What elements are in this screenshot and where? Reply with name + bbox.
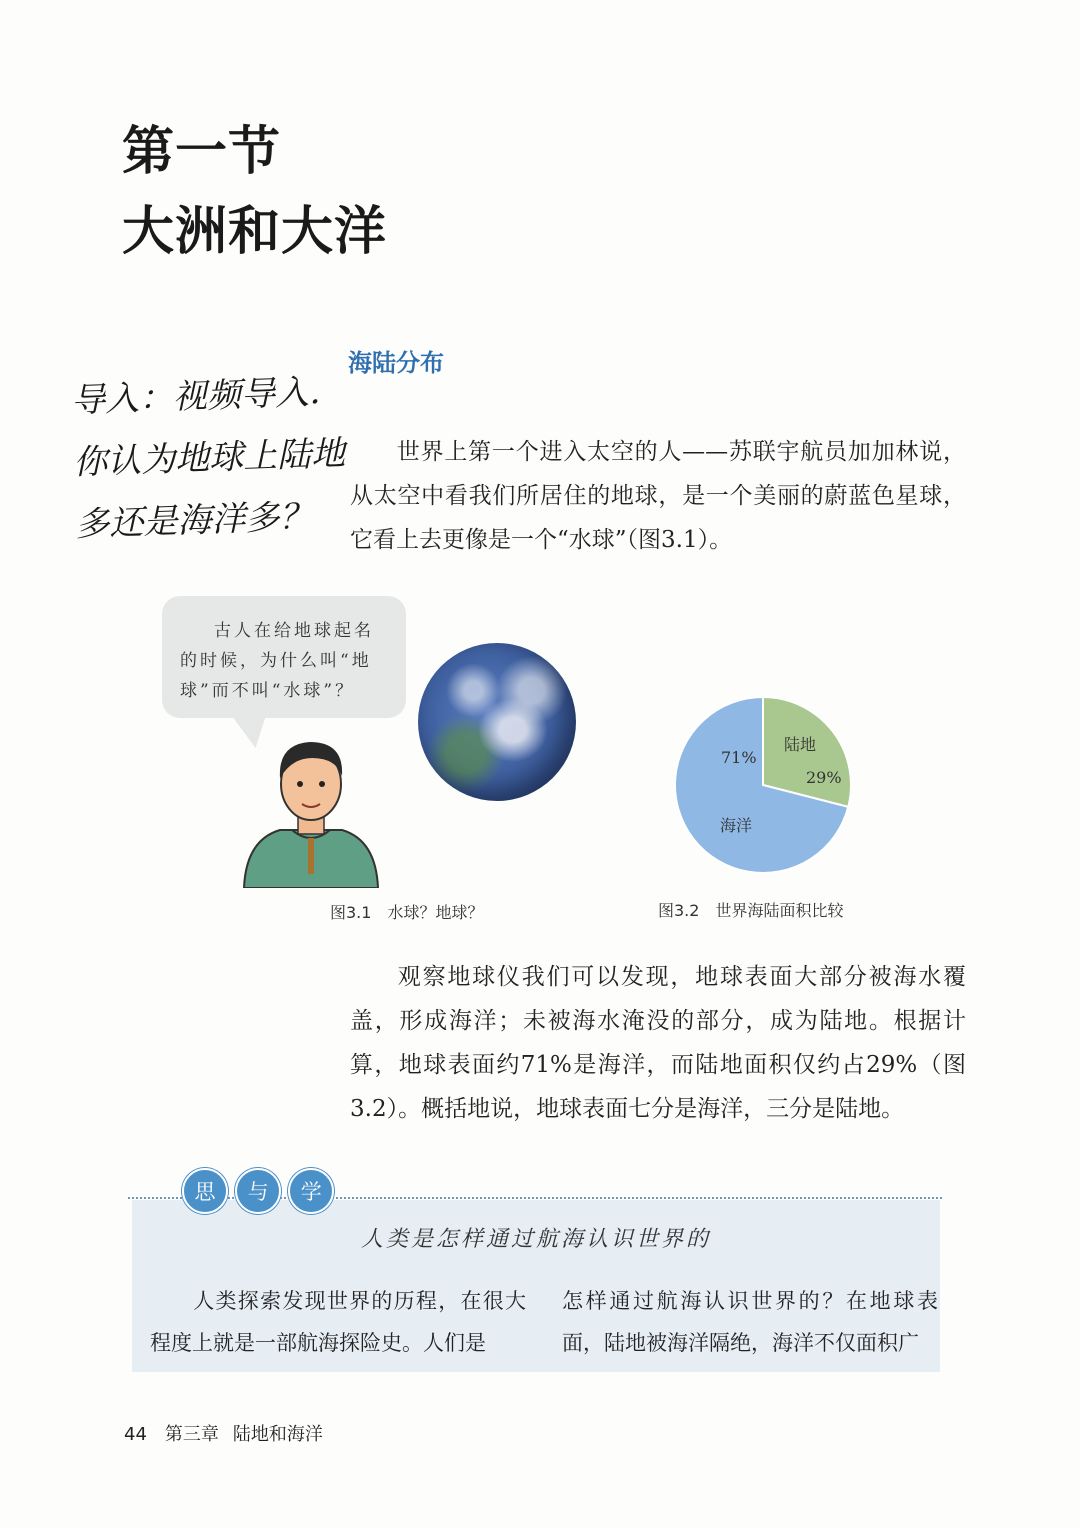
title-line-1: 第一节 <box>122 122 282 182</box>
land-sea-pie-chart <box>668 690 868 880</box>
intro-paragraph <box>350 430 966 562</box>
title-line-2: 大洲和大洋 <box>122 202 388 262</box>
speech-bubble-text: 古人在给地球起名的时候，为什么叫“地球”而不叫“水球”？ <box>180 621 374 701</box>
think-col1-text: 人类探索发现世界的历程，在很大程度上就是一部航海探险史。人们是 <box>150 1289 526 1355</box>
handwritten-note: 导入：视频导入．你认为地球上陆地多还是海洋多？ <box>70 371 346 545</box>
earth-globe-image <box>418 643 576 801</box>
footer-chapter-title: 陆地和海洋 <box>232 1424 323 1445</box>
section-heading: 海陆分布 <box>348 349 444 377</box>
page-number: 44 <box>124 1424 147 1445</box>
body-text: 观察地球仪我们可以发现，地球表面大部分被海水覆盖，形成海洋；未被海水淹没的部分，成为陆地。根据计算，地球表面约71%是海洋，而陆地面积仅约占29%（图3.2）。概括地说，地球表面七分是海洋，三分是陆地。 <box>350 964 966 1122</box>
pie-label-ocean-value: 71% <box>721 748 757 767</box>
think-box-column-1 <box>150 1280 526 1364</box>
figure-3-2-caption: 图3.2 世界海陆面积比较 <box>658 901 844 920</box>
speech-bubble <box>162 596 406 718</box>
badge-char-1: 思 <box>182 1168 228 1214</box>
page-footer <box>124 1420 323 1446</box>
think-learn-badge <box>182 1168 336 1222</box>
badge-char-2: 与 <box>235 1168 281 1214</box>
figure-3-1-caption: 图3.1 水球？地球？ <box>330 903 484 922</box>
think-box-column-2: 怎样通过航海认识世界的？在地球表面，陆地被海洋隔绝，海洋不仅面积广 <box>562 1289 938 1355</box>
badge-char-3: 学 <box>288 1168 334 1214</box>
pie-label-land-value: 29% <box>806 768 842 787</box>
think-box-title: 人类是怎样通过航海认识世界的 <box>360 1227 711 1252</box>
boy-illustration <box>240 728 382 888</box>
chapter-title <box>122 112 387 272</box>
pie-label-ocean: 海洋 <box>720 816 753 835</box>
footer-chapter: 第三章 <box>164 1424 219 1445</box>
body-paragraph <box>350 955 966 1131</box>
intro-text: 世界上第一个进入太空的人——苏联宇航员加加林说，从太空中看我们所居住的地球，是一个美丽的蔚蓝色星球，它看上去更像是一个“水球”（图3.1）。 <box>350 439 966 553</box>
pie-label-land: 陆地 <box>784 735 817 754</box>
